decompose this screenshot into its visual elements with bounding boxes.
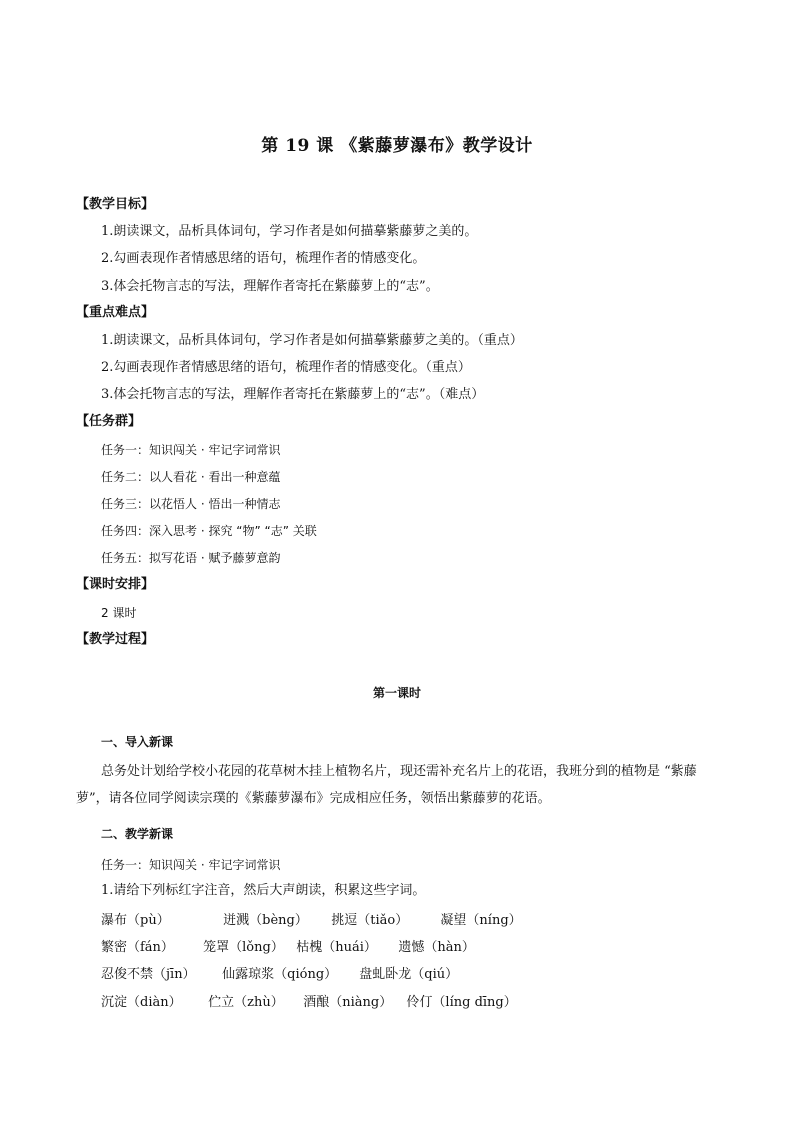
key-point-item: 1.朗读课文，品析具体词句，学习作者是如何描摹紫藤萝之美的。（重点） [101,333,523,348]
task-item: 任务四：深入思考 · 探究 “物” “志” 关联 [101,524,317,538]
process-heading: 【教学过程】 [76,632,155,647]
pinyin-word: 伫立（zhù） [208,995,284,1010]
pinyin-row [101,936,475,955]
pinyin-word: 仙露琼浆（qióng） [222,967,338,982]
pinyin-row [101,991,517,1010]
lesson-title: 第一课时 [372,686,421,700]
task-item: 任务一：知识闯关 · 牢记字词常识 [101,443,281,457]
key-point-item: 3.体会托物言志的写法，理解作者寄托在紫藤萝上的“志”。（难点） [101,387,485,402]
pinyin-word: 凝望（níng） [440,913,522,928]
key-point-item: 2.勾画表现作者情感思绪的语句，梳理作者的情感变化。（重点） [101,360,471,375]
part1-heading: 一、导入新课 [101,735,174,749]
pinyin-word: 遗憾（hàn） [398,940,475,955]
tasks-heading: 【任务群】 [76,414,142,429]
document-title: 第 19 课 《紫藤萝瀑布》教学设计 [261,136,533,156]
pinyin-word: 伶仃（líng dīng） [406,995,517,1010]
pinyin-word: 迸溅（bèng） [223,913,308,928]
pinyin-word: 酒酿（niàng） [303,995,393,1010]
objective-item: 1.朗读课文，品析具体词句，学习作者是如何描摹紫藤萝之美的。 [101,224,478,239]
task1-instruction: 1.请给下列标红字注音，然后大声朗读，积累这些字词。 [101,883,426,898]
task-item: 任务三：以花悟人 · 悟出一种情志 [101,497,281,511]
pinyin-row [101,963,458,982]
pinyin-word: 繁密（fán） [101,940,174,955]
pinyin-word: 挑逗（tiǎo） [331,913,409,928]
objective-item: 2.勾画表现作者情感思绪的语句，梳理作者的情感变化。 [101,251,426,266]
pinyin-word: 枯槐（huái） [296,940,377,955]
key-points-heading: 【重点难点】 [76,305,155,320]
pinyin-word: 沉淀（diàn） [101,995,182,1010]
task-item: 任务五：拟写花语 · 赋予藤萝意韵 [101,551,281,565]
part1-paragraph: 总务处计划给学校小花园的花草树木挂上植物名片，现还需补充名片上的花语，我班分到的植物是 “紫藤萝”，请各位同学阅读宗璞的《紫藤萝瀑布》完成相应任务，领悟出紫藤萝的花语。 [76,764,697,806]
pinyin-word: 忍俊不禁（jīn） [101,967,196,982]
pinyin-word: 瀑布（pù） [101,913,170,928]
part2-heading: 二、教学新课 [101,827,174,841]
pinyin-row [101,909,522,928]
schedule-heading: 【课时安排】 [76,577,155,592]
schedule-value: 2 课时 [101,606,137,620]
task1-label: 任务一：知识闯关 · 牢记字词常识 [101,858,281,872]
objective-item: 3.体会托物言志的写法，理解作者寄托在紫藤萝上的“志”。 [101,279,439,294]
task-item: 任务二：以人看花 · 看出一种意蕴 [101,470,281,484]
pinyin-word: 盘虬卧龙（qiú） [359,967,459,982]
pinyin-word: 笼罩（lǒng） [203,940,284,955]
objectives-heading: 【教学目标】 [76,197,155,212]
